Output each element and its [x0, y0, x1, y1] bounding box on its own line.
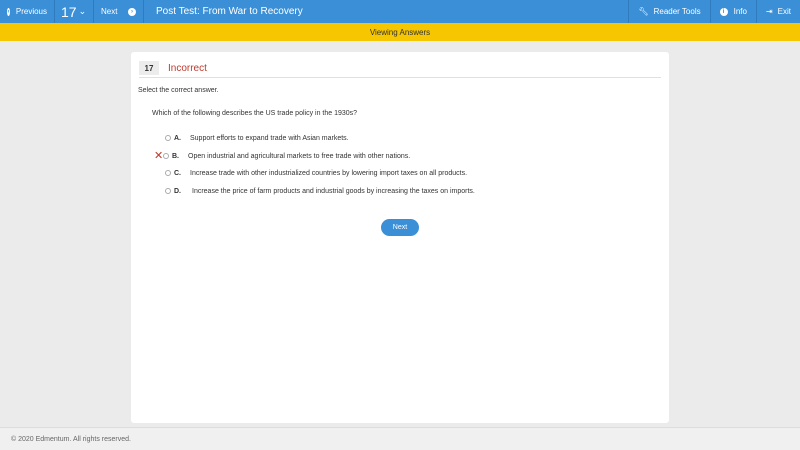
radio-button[interactable]	[165, 170, 171, 176]
next-nav-button[interactable]	[94, 0, 144, 23]
question-text: Which of the following describes the US trade policy in the 1930s?	[152, 110, 358, 117]
option-letter: D.	[174, 187, 181, 195]
exit-button[interactable]	[756, 0, 800, 23]
chevron-left-icon: ‹	[7, 8, 10, 15]
radio-button[interactable]	[165, 188, 171, 194]
previous-button[interactable]	[0, 0, 55, 23]
status-label: Incorrect	[168, 62, 207, 74]
exit-label: Exit	[777, 7, 791, 16]
option-letter: B.	[172, 152, 179, 160]
option-letter: C.	[174, 169, 181, 177]
radio-button[interactable]	[165, 135, 171, 141]
next-button[interactable]: Next	[381, 219, 419, 236]
previous-label: Previous	[15, 7, 47, 16]
info-icon: i	[720, 8, 728, 16]
option-text: Increase the price of farm products and industrial goods by increasing the taxes on imports.	[192, 187, 475, 195]
option-text: Open industrial and agricultural markets to free trade with other nations.	[188, 152, 411, 160]
option-text: Increase trade with other industrialized countries by lowering import taxes on all products.	[190, 169, 468, 177]
option-letter: A.	[174, 134, 181, 142]
question-number-badge: 17	[139, 61, 159, 75]
top-toolbar	[0, 0, 800, 23]
option-text: Support efforts to expand trade with Asian markets.	[190, 134, 349, 142]
exit-icon: ⇥	[765, 7, 773, 16]
incorrect-x-icon: ✕	[154, 150, 164, 162]
next-nav-label: Next	[101, 7, 118, 16]
reader-tools-label: Reader Tools	[653, 7, 701, 16]
instruction-text: Select the correct answer.	[138, 87, 219, 94]
question-card	[131, 52, 669, 423]
chevron-right-icon: ›	[128, 8, 136, 16]
footer-copyright: © 2020 Edmentum. All rights reserved.	[0, 427, 800, 450]
question-number-dropdown[interactable]	[55, 0, 94, 23]
reader-tools-button[interactable]	[628, 0, 709, 23]
chevron-down-icon: ⌄	[78, 6, 87, 16]
viewing-answers-banner: Viewing Answers	[0, 23, 800, 41]
question-number: 17	[61, 3, 77, 20]
info-label: Info	[733, 7, 747, 16]
info-button[interactable]	[710, 0, 756, 23]
radio-button[interactable]	[163, 153, 169, 159]
test-title: Post Test: From War to Recovery	[156, 6, 303, 17]
question-header	[139, 62, 661, 78]
wrench-icon: 🔧︎	[638, 7, 649, 16]
